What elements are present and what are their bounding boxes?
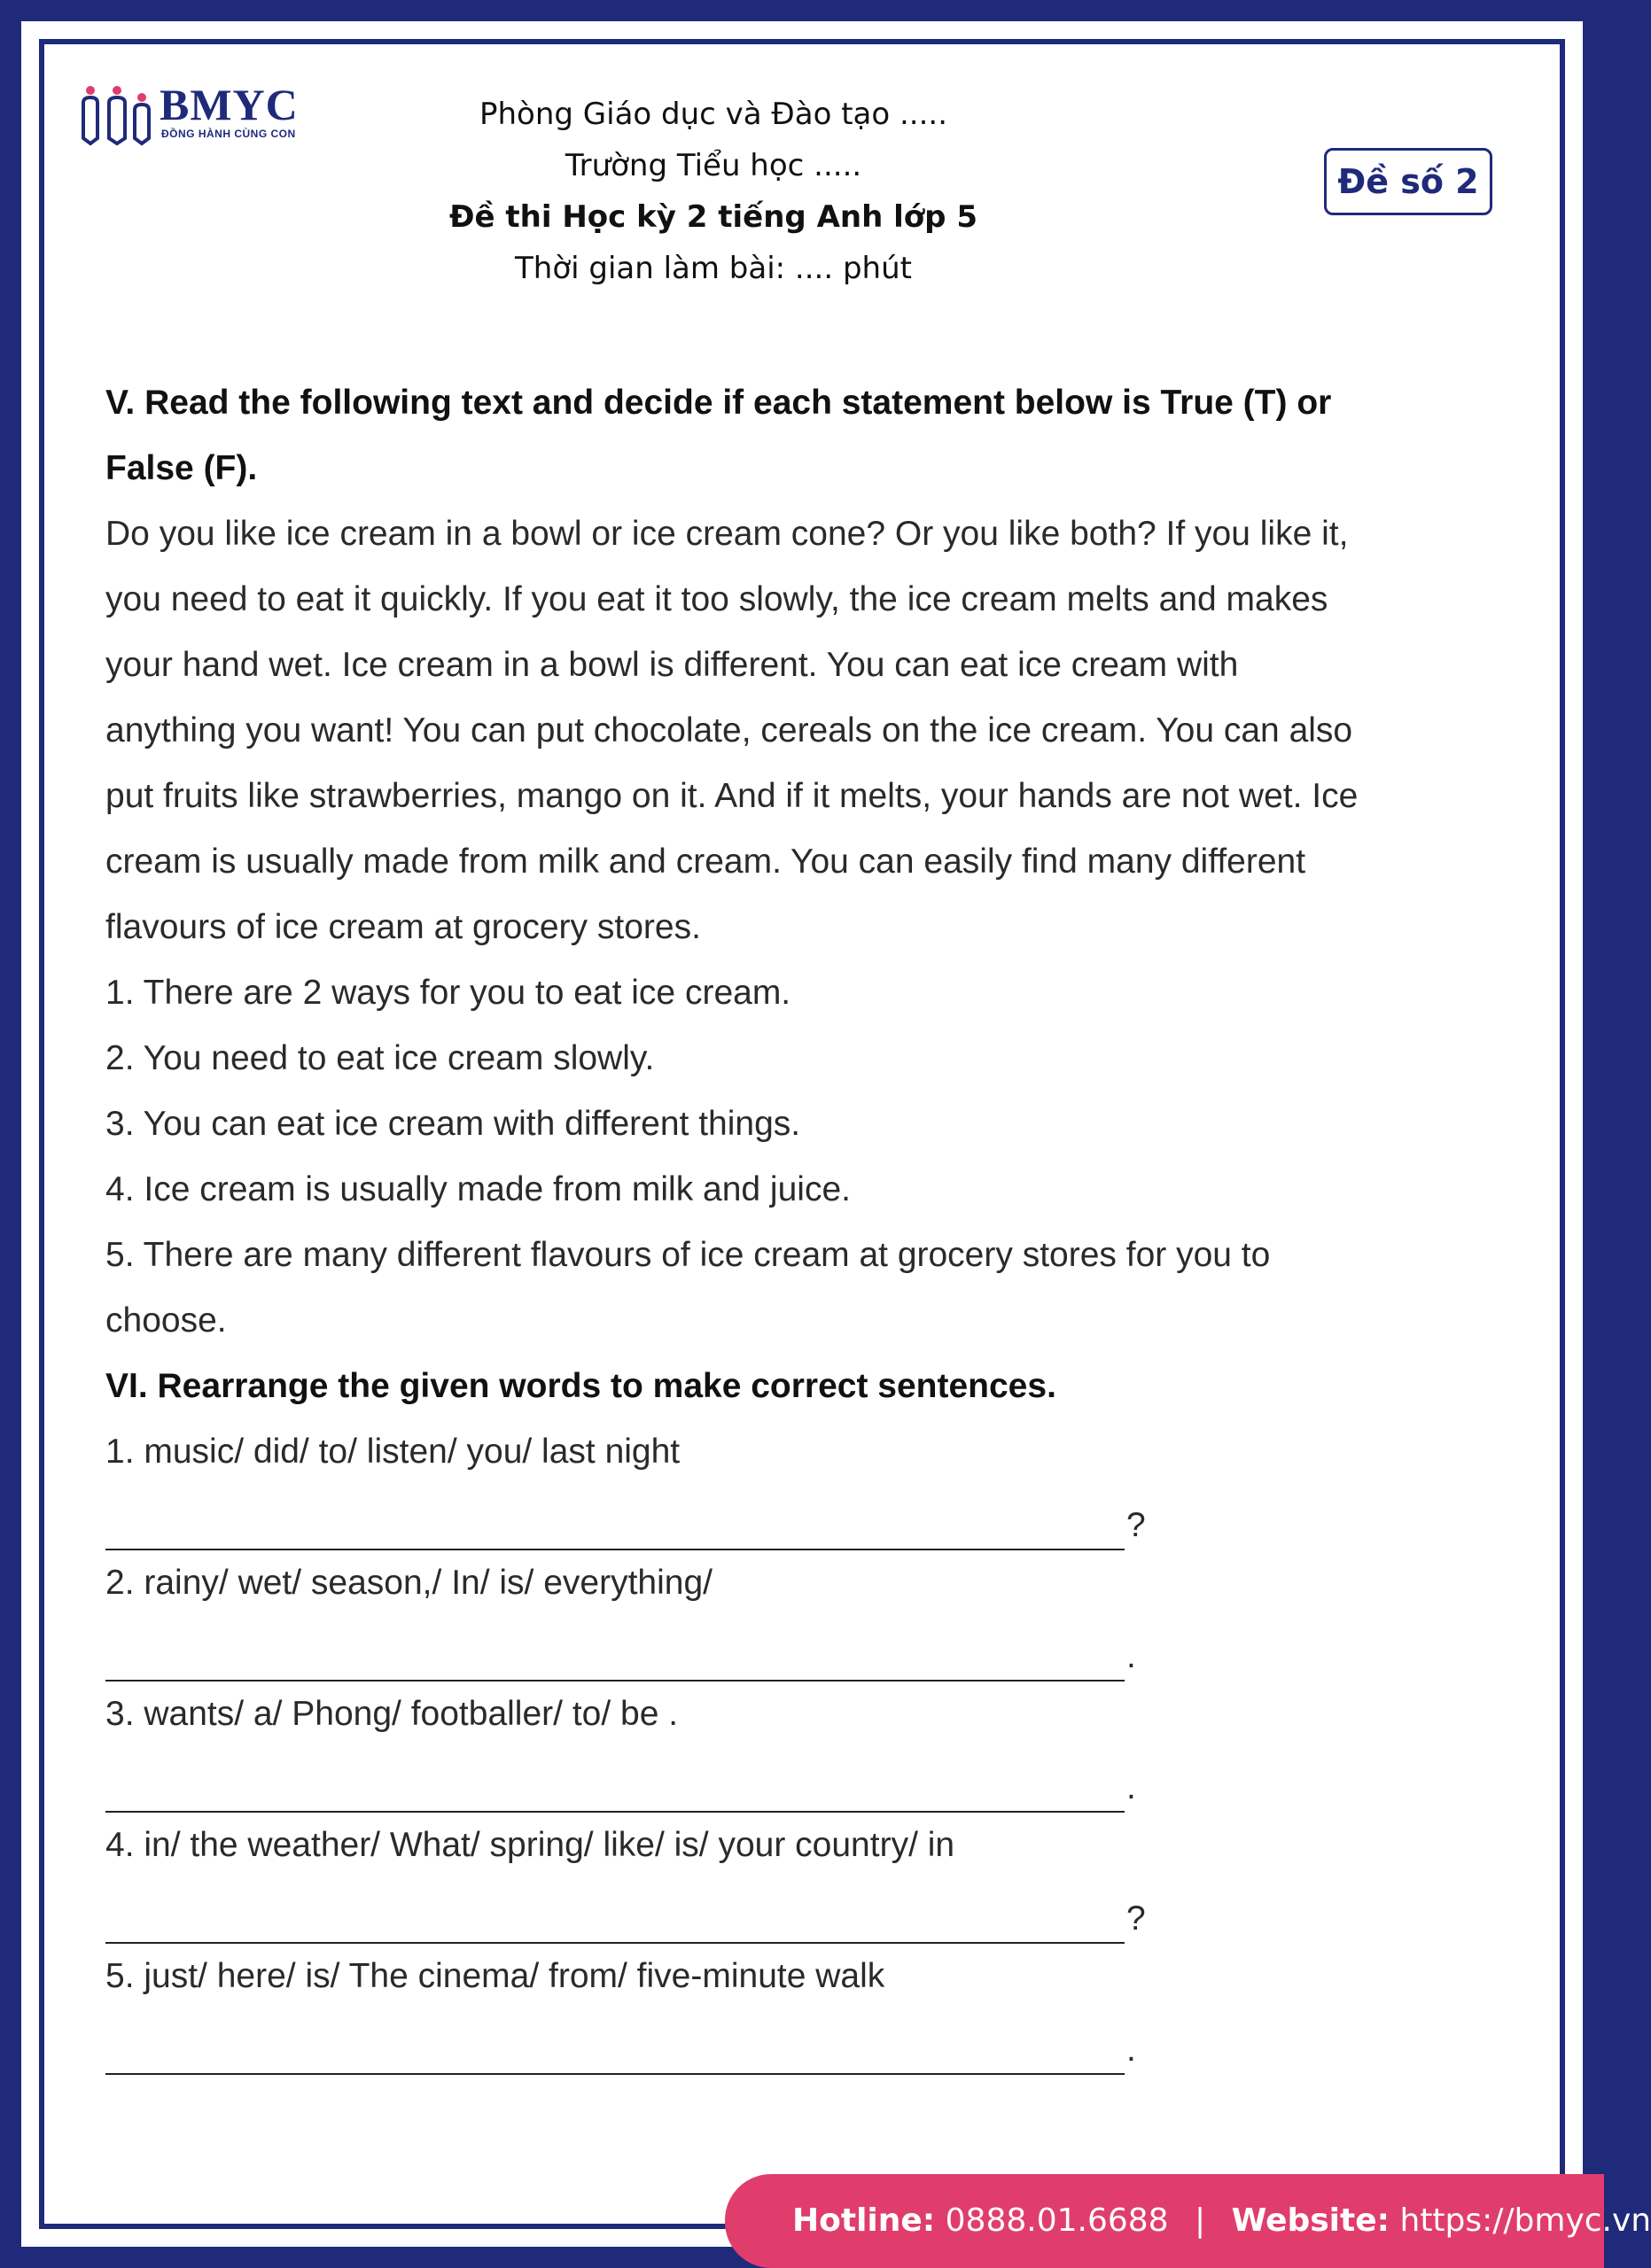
logo-tagline: ĐỒNG HÀNH CÙNG CON (161, 128, 296, 140)
exam-content (105, 370, 1506, 2075)
department-line: Phòng Giáo dục và Đào tạo ..... (479, 97, 948, 132)
answer-punctuation: . (1126, 1768, 1136, 1806)
answer-punctuation: . (1126, 2031, 1136, 2069)
bmyc-logo (80, 78, 310, 158)
statement-item: choose. (105, 1301, 227, 1340)
exam-number-badge: Đề số 2 (1324, 148, 1492, 215)
family-logo-icon (80, 78, 156, 149)
passage-line: Do you like ice cream in a bowl or ice cream cone? Or you like both? If you like it, (105, 515, 1349, 553)
website-link[interactable]: https://bmyc.vn (1399, 2202, 1651, 2239)
statement-item: 2. You need to eat ice cream slowly. (105, 1039, 655, 1077)
answer-blank[interactable] (105, 1767, 1125, 1813)
rearrange-prompt: 4. in/ the weather/ What/ spring/ like/ is/ your country/ in (105, 1826, 955, 1864)
passage-line: put fruits like strawberries, mango on it. And if it melts, your hands are not wet. Ice (105, 777, 1359, 815)
rearrange-prompt: 5. just/ here/ is/ The cinema/ from/ five-minute walk (105, 1957, 885, 1995)
statement-item: 4. Ice cream is usually made from milk and juice. (105, 1170, 851, 1208)
answer-blank[interactable] (105, 1898, 1125, 1944)
answer-line[interactable] (105, 1747, 1506, 1813)
passage-line: flavours of ice cream at grocery stores. (105, 908, 701, 946)
hotline-label: Hotline: (792, 2202, 936, 2239)
rearrange-prompt: 2. rainy/ wet/ season,/ In/ is/ everything/ (105, 1564, 713, 1602)
section-5-title-cont: False (F). (105, 449, 258, 487)
exam-page (44, 44, 1560, 2224)
answer-line[interactable] (105, 1485, 1506, 1550)
passage-line: cream is usually made from milk and cream. You can easily find many different (105, 843, 1306, 881)
school-line: Trường Tiểu học ..... (565, 148, 862, 183)
rearrange-prompt: 1. music/ did/ to/ listen/ you/ last night (105, 1433, 681, 1471)
passage-line: your hand wet. Ice cream in a bowl is different. You can eat ice cream with (105, 646, 1239, 684)
exam-title: Đề thi Học kỳ 2 tiếng Anh lớp 5 (449, 199, 977, 235)
contact-footer (725, 2174, 1651, 2268)
section-6-title: VI. Rearrange the given words to make correct sentences. (105, 1367, 1056, 1405)
answer-line[interactable] (105, 1616, 1506, 1682)
rearrange-prompt: 3. wants/ a/ Phong/ footballer/ to/ be . (105, 1695, 679, 1733)
answer-punctuation: . (1126, 1637, 1136, 1675)
answer-blank[interactable] (105, 2029, 1125, 2075)
hotline-number[interactable]: 0888.01.6688 (945, 2202, 1169, 2239)
answer-punctuation: ? (1126, 1506, 1146, 1544)
statement-item: 3. You can eat ice cream with different things. (105, 1105, 801, 1143)
answer-punctuation: ? (1126, 1899, 1146, 1938)
footer-separator: | (1195, 2202, 1206, 2239)
logo-wordmark: BMYC (160, 80, 299, 129)
answer-line[interactable] (105, 2009, 1506, 2075)
statement-item: 1. There are 2 ways for you to eat ice cream. (105, 974, 791, 1012)
answer-line[interactable] (105, 1878, 1506, 1944)
website-label: Website: (1231, 2202, 1390, 2239)
passage-line: anything you want! You can put chocolate, cereals on the ice cream. You can also (105, 711, 1353, 750)
answer-blank[interactable] (105, 1635, 1125, 1682)
exam-header (399, 89, 1028, 294)
answer-blank[interactable] (105, 1504, 1125, 1550)
time-line: Thời gian làm bài: .... phút (515, 251, 912, 286)
passage-line: you need to eat it quickly. If you eat it too slowly, the ice cream melts and makes (105, 580, 1328, 618)
section-5-title: V. Read the following text and decide if each statement below is True (T) or (105, 384, 1332, 422)
statement-item: 5. There are many different flavours of ice cream at grocery stores for you to (105, 1236, 1271, 1274)
